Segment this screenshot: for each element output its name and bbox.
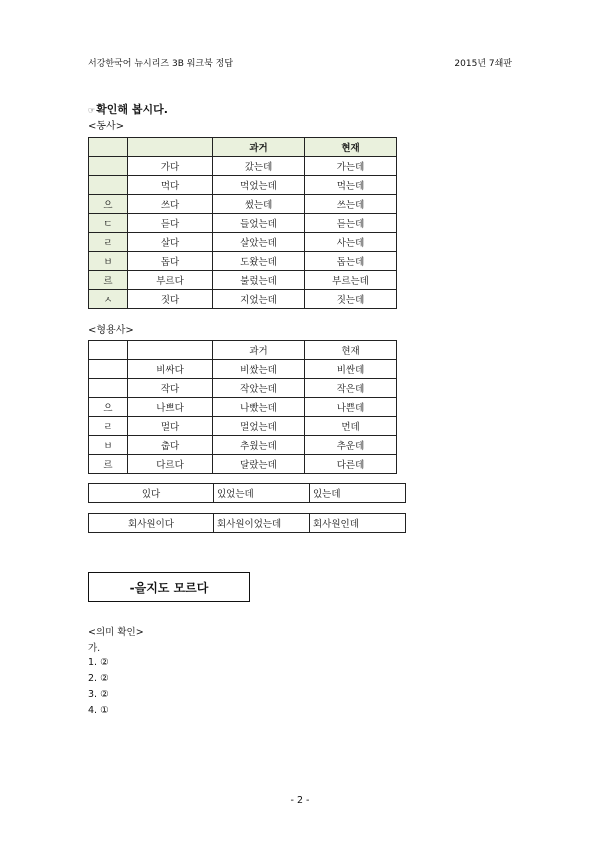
table-cell: 작았는데	[213, 379, 305, 398]
meaning-label: <의미 확인>	[88, 627, 144, 638]
section-title-text: 확인해 봅시다.	[96, 103, 168, 116]
table-cell: 달랐는데	[213, 455, 305, 474]
table-row	[89, 214, 397, 233]
table-cell: 멀었는데	[213, 417, 305, 436]
table-cell: 다른데	[305, 455, 397, 474]
table-cell: 비싸다	[128, 360, 213, 379]
meaning-sub: 가.	[88, 643, 101, 654]
table-cell: 회사원이었는데	[214, 514, 310, 533]
table-cell: 비싼데	[305, 360, 397, 379]
row-group-cell	[89, 176, 128, 195]
column-header	[89, 341, 128, 360]
table-row	[89, 436, 397, 455]
row-group-cell	[89, 157, 128, 176]
answer-item: 4. ①	[88, 705, 109, 716]
table-cell: 회사원이다	[89, 514, 214, 533]
row-group-cell: 으	[89, 195, 128, 214]
table-cell: 부르는데	[305, 271, 397, 290]
table-cell: 돕는데	[305, 252, 397, 271]
page-number: - 2 -	[290, 795, 310, 806]
table-cell: 도왔는데	[213, 252, 305, 271]
table-cell: 추운데	[305, 436, 397, 455]
table-row	[89, 360, 397, 379]
table-cell: 춥다	[128, 436, 213, 455]
column-header	[128, 138, 213, 157]
table-cell: 들었는데	[213, 214, 305, 233]
table-cell: 나쁘다	[128, 398, 213, 417]
table-cell: 쓰는데	[305, 195, 397, 214]
column-header: 과거	[213, 341, 305, 360]
table-row	[89, 484, 406, 503]
adjectives-label: <형용사>	[88, 325, 134, 336]
header-edition: 2015년 7쇄판	[454, 59, 512, 69]
table-cell: 있는데	[310, 484, 406, 503]
table-cell: 있다	[89, 484, 214, 503]
table-cell: 가다	[128, 157, 213, 176]
table-row	[89, 398, 397, 417]
column-header: 현재	[305, 341, 397, 360]
table-cell: 사는데	[305, 233, 397, 252]
table-cell: 먼데	[305, 417, 397, 436]
row-group-cell: 으	[89, 398, 128, 417]
row-group-cell: ㅂ	[89, 252, 128, 271]
header-book-title: 서강한국어 뉴시리즈 3B 워크북 정답	[88, 59, 234, 69]
table-cell: 돕다	[128, 252, 213, 271]
adjectives-table	[88, 340, 397, 474]
table-cell: 듣다	[128, 214, 213, 233]
row-group-cell	[89, 379, 128, 398]
table-header-row	[89, 341, 397, 360]
table-cell: 쓰다	[128, 195, 213, 214]
table-row	[89, 514, 406, 533]
table-row	[89, 176, 397, 195]
ida-table	[88, 513, 406, 533]
row-group-cell: ㄷ	[89, 214, 128, 233]
table-cell: 살았는데	[213, 233, 305, 252]
table-cell: 있었는데	[214, 484, 310, 503]
table-cell: 나빴는데	[213, 398, 305, 417]
table-cell: 갔는데	[213, 157, 305, 176]
row-group-cell: ㅅ	[89, 290, 128, 309]
column-header	[89, 138, 128, 157]
table-cell: 회사원인데	[310, 514, 406, 533]
table-row	[89, 290, 397, 309]
row-group-cell: 르	[89, 271, 128, 290]
table-cell: 먹는데	[305, 176, 397, 195]
table-row	[89, 271, 397, 290]
column-header: 현재	[305, 138, 397, 157]
table-row	[89, 157, 397, 176]
section-title	[88, 101, 168, 117]
table-cell: 썼는데	[213, 195, 305, 214]
table-row	[89, 195, 397, 214]
row-group-cell: ㄹ	[89, 233, 128, 252]
table-cell: 먹다	[128, 176, 213, 195]
answer-item: 1. ②	[88, 657, 109, 668]
verbs-table	[88, 137, 397, 309]
table-cell: 부르다	[128, 271, 213, 290]
table-cell: 가는데	[305, 157, 397, 176]
row-group-cell: ㅂ	[89, 436, 128, 455]
table-cell: 추웠는데	[213, 436, 305, 455]
table-cell: 작다	[128, 379, 213, 398]
column-header: 과거	[213, 138, 305, 157]
table-row	[89, 379, 397, 398]
table-cell: 다르다	[128, 455, 213, 474]
table-cell: 불렀는데	[213, 271, 305, 290]
table-row	[89, 252, 397, 271]
verbs-label: <동사>	[88, 121, 125, 132]
table-cell: 짓는데	[305, 290, 397, 309]
table-cell: 듣는데	[305, 214, 397, 233]
row-group-cell: ㄹ	[89, 417, 128, 436]
row-group-cell	[89, 360, 128, 379]
table-cell: 먹었는데	[213, 176, 305, 195]
table-cell: 지었는데	[213, 290, 305, 309]
table-header-row	[89, 138, 397, 157]
table-cell: 작은데	[305, 379, 397, 398]
row-group-cell: 르	[89, 455, 128, 474]
table-cell: 짓다	[128, 290, 213, 309]
grammar-title-box	[88, 572, 250, 602]
table-row	[89, 455, 397, 474]
grammar-title: -을지도 모르다	[129, 580, 209, 595]
table-cell: 멀다	[128, 417, 213, 436]
table-row	[89, 233, 397, 252]
column-header	[128, 341, 213, 360]
answer-item: 2. ②	[88, 673, 109, 684]
itda-table	[88, 483, 406, 503]
table-cell: 비쌌는데	[213, 360, 305, 379]
pointing-hand-icon: ☞	[88, 106, 96, 115]
answer-item: 3. ②	[88, 689, 109, 700]
table-cell: 나쁜데	[305, 398, 397, 417]
table-row	[89, 417, 397, 436]
table-cell: 살다	[128, 233, 213, 252]
